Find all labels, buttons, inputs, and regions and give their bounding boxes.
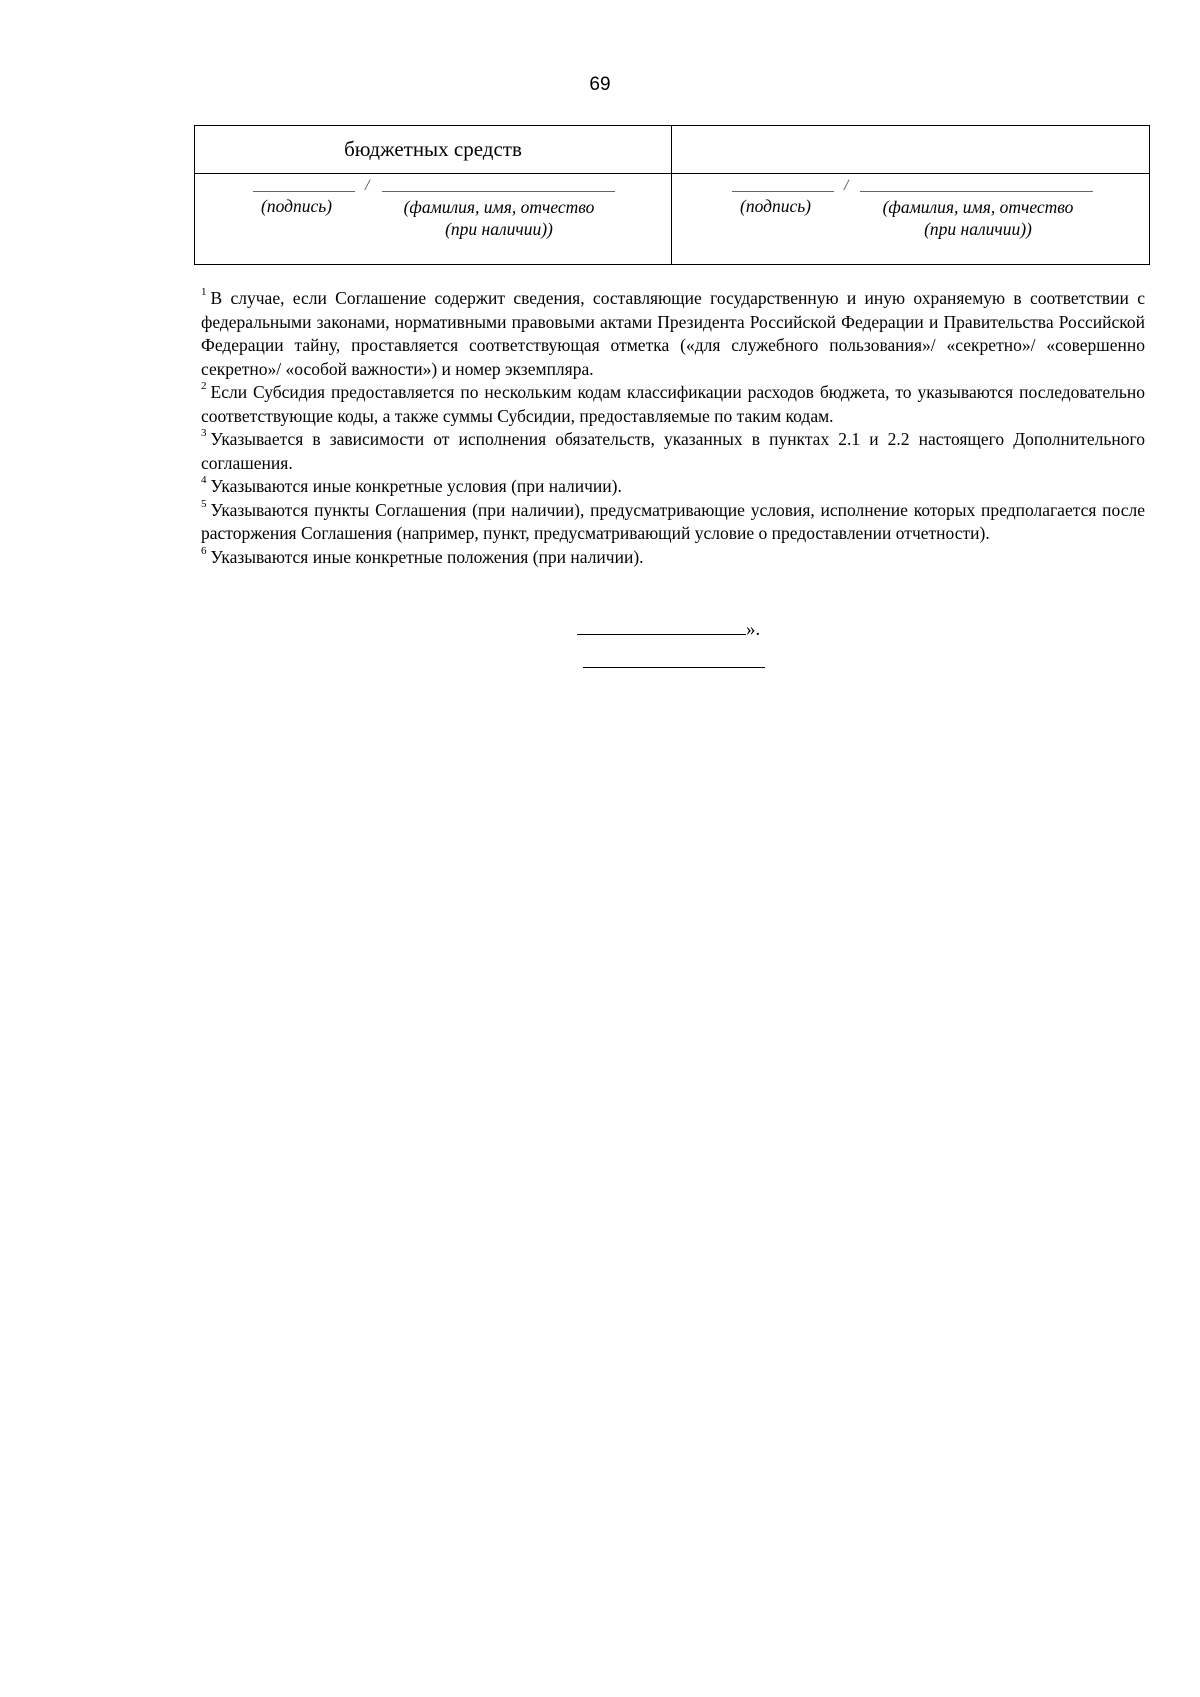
footnote-text: Указываются иные конкретные условия (при наличии). [210,476,622,496]
footnote-text: Указывается в зависимости от исполнения обязательств, указанных в пунктах 2.1 и 2.2 настоящего Дополнительного соглашения. [201,429,1145,473]
footnotes [201,287,1145,569]
separator-line [583,667,765,668]
footnote-2 [201,381,1145,428]
footnote-1 [201,287,1145,381]
signature-line [253,191,355,192]
footnote-text: Указываются иные конкретные положения (при наличии). [210,546,644,567]
header-cell-left: бюджетных средств [195,126,672,174]
footnote-4 [201,475,1145,499]
header-cell-right [672,126,1150,174]
footnote-3 [201,428,1145,475]
signature-cell-right [672,174,1150,265]
closing-quote-mark: ». [746,619,761,640]
signature-caption: (подпись) [740,196,812,216]
name-caption: (фамилия, имя, отчество [403,197,595,217]
footnote-mark: 3 [201,427,207,440]
footnote-mark: 2 [201,380,207,393]
signature-line [732,191,834,192]
footnote-mark: 4 [201,474,207,487]
closing-line-block [577,614,777,641]
footnote-6 [201,546,1145,570]
signature-row [195,174,1150,265]
name-caption-continued: (при наличии)) [924,219,1032,239]
name-line [382,191,615,192]
signature-caption: (подпись) [261,196,333,216]
footnote-mark: 5 [201,497,207,510]
footnote-text: В случае, если Соглашение содержит сведения, составляющие государственную и иную охраняемую в соответствии с федеральными законами, нормативными правовыми актами Президента Российской Федерации и Правительства Российской Федерации тайну, проставляется соответствующая отметка («для служебного пользования»/ «секретно»/ «совершенно секретно»/ «особой важности») и номер экземпляра. [201,288,1145,379]
footnote-mark: 6 [201,544,207,557]
separator-slash: / [844,177,849,194]
footnote-text: Если Субсидия предоставляется по нескольким кодам классификации расходов бюджета, то указываются последовательно соответствующие коды, а также суммы Субсидии, предоставляемые по таким кодам. [201,382,1145,426]
footnote-mark: 1 [201,286,207,299]
closing-underline [577,614,746,635]
name-line [860,191,1093,192]
table-header-row [195,126,1150,174]
name-caption-continued: (при наличии)) [445,219,553,239]
signature-table [194,125,1150,265]
separator-slash: / [365,177,370,194]
signature-cell-left [195,174,672,265]
signature-block-right [672,174,1149,264]
footnote-text: Указываются пункты Соглашения (при наличии), предусматривающие условия, исполнение которых предполагается после расторжения Соглашения (например, пункт, предусматривающий условие о предоставлении отчетности). [201,499,1145,543]
signature-block-left [195,174,671,264]
name-caption: (фамилия, имя, отчество [882,197,1074,217]
page-number: 69 [589,74,611,95]
footnote-5 [201,499,1145,546]
